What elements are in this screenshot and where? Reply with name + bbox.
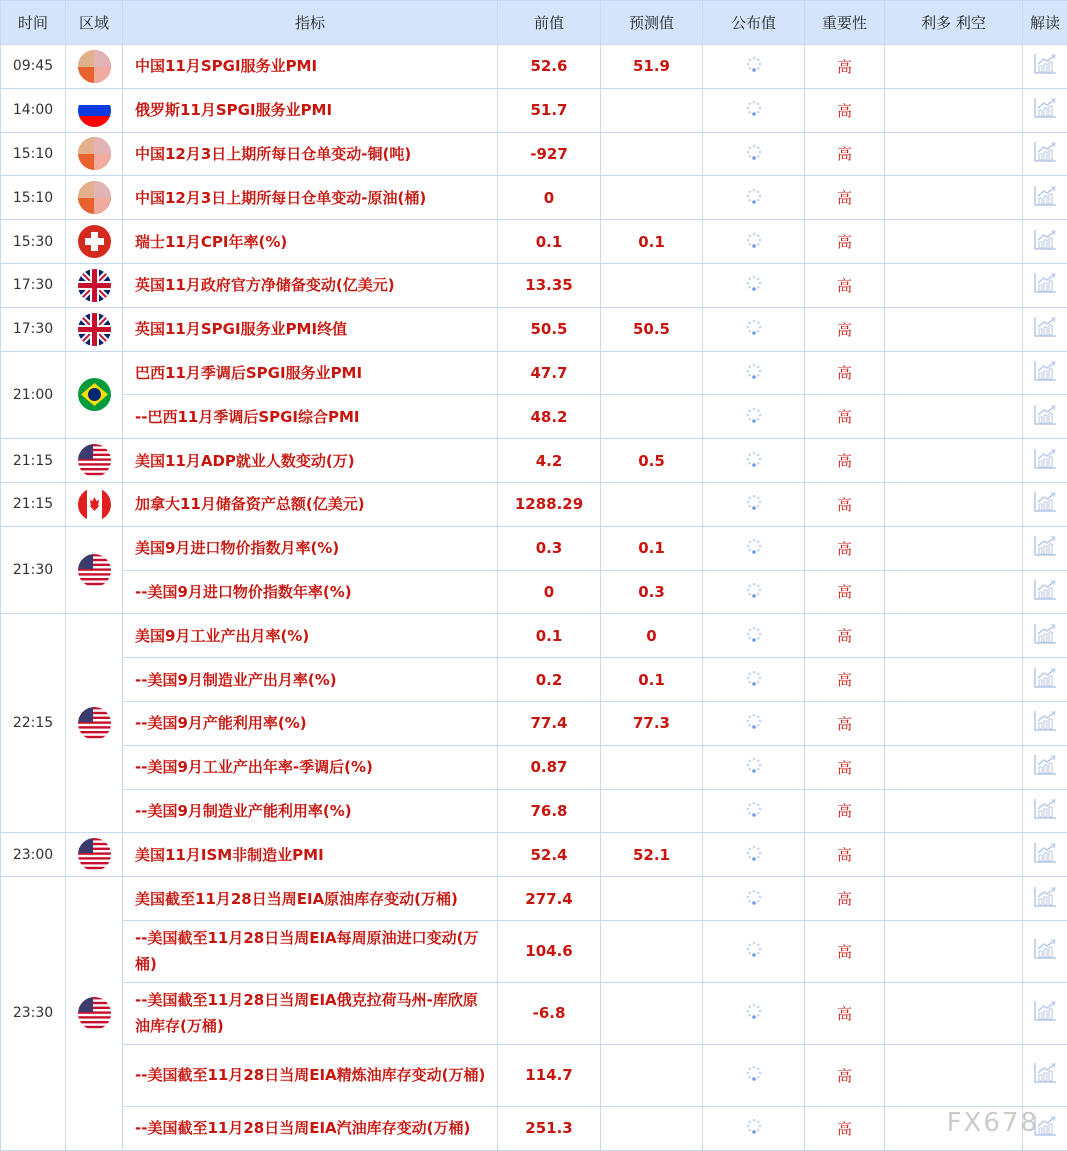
brazil-flag-icon: [78, 378, 111, 411]
previous-value: 13.35: [498, 263, 601, 307]
bullish-bearish-cell: [885, 789, 1023, 833]
indicator-link[interactable]: 瑞士11月CPI年率(%): [123, 220, 498, 264]
forecast-value: 0.1: [601, 220, 703, 264]
previous-value: -6.8: [498, 982, 601, 1044]
chart-analysis-icon[interactable]: [1033, 806, 1057, 824]
region-cell: [66, 877, 123, 1151]
forecast-value: 50.5: [601, 307, 703, 351]
switzerland-flag-icon: [78, 225, 111, 258]
column-header: 预测值: [601, 1, 703, 45]
previous-value: 114.7: [498, 1044, 601, 1106]
region-cell: [66, 307, 123, 351]
analysis-cell[interactable]: [1023, 482, 1067, 526]
bullish-bearish-cell: [885, 658, 1023, 702]
time-cell: 14:00: [1, 88, 66, 132]
chart-analysis-icon[interactable]: [1033, 324, 1057, 342]
loading-icon: [745, 1121, 763, 1139]
loading-icon: [745, 103, 763, 121]
importance: 高: [805, 220, 885, 264]
forecast-value: [601, 877, 703, 921]
table-row: [1, 789, 1067, 833]
bullish-bearish-cell: [885, 45, 1023, 89]
forecast-value: 0.1: [601, 526, 703, 570]
forecast-value: 0.5: [601, 439, 703, 483]
table-row: [1, 658, 1067, 702]
table-row: [1, 570, 1067, 614]
indicator-link[interactable]: 美国11月ADP就业人数变动(万): [123, 439, 498, 483]
loading-icon: [745, 366, 763, 384]
forecast-value: [601, 1106, 703, 1150]
region-cell: [66, 614, 123, 833]
importance: 高: [805, 1044, 885, 1106]
column-header: 利多 利空: [885, 1, 1023, 45]
forecast-value: 52.1: [601, 833, 703, 877]
previous-value: 77.4: [498, 701, 601, 745]
usa-flag-icon: [78, 444, 111, 477]
forecast-value: [601, 176, 703, 220]
forecast-value: [601, 263, 703, 307]
bullish-bearish-cell: [885, 745, 1023, 789]
previous-value: 0.1: [498, 614, 601, 658]
bullish-bearish-cell: [885, 439, 1023, 483]
previous-value: 47.7: [498, 351, 601, 395]
table-row: [1, 439, 1067, 483]
published-value: [703, 351, 805, 395]
indicator-link[interactable]: --美国截至11月28日当周EIA精炼油库存变动(万桶): [123, 1044, 498, 1106]
region-cell: [66, 526, 123, 614]
chart-analysis-icon[interactable]: [1033, 456, 1057, 474]
bullish-bearish-cell: [885, 614, 1023, 658]
region-cell: [66, 88, 123, 132]
analysis-cell[interactable]: [1023, 920, 1067, 982]
usa-flag-icon: [78, 554, 111, 587]
indicator-link[interactable]: --美国截至11月28日当周EIA每周原油进口变动(万桶): [123, 920, 498, 982]
usa-flag-icon: [78, 707, 111, 740]
loading-icon: [745, 147, 763, 165]
time-cell: 23:30: [1, 877, 66, 1151]
published-value: [703, 570, 805, 614]
bullish-bearish-cell: [885, 833, 1023, 877]
column-header: 前值: [498, 1, 601, 45]
loading-icon: [745, 191, 763, 209]
table-row: [1, 833, 1067, 877]
region-cell: [66, 132, 123, 176]
bullish-bearish-cell: [885, 88, 1023, 132]
indicator-link[interactable]: --美国截至11月28日当周EIA俄克拉荷马州-库欣原油库存(万桶): [123, 982, 498, 1044]
forecast-value: [601, 745, 703, 789]
chart-analysis-icon[interactable]: [1033, 1070, 1057, 1088]
region-cell: [66, 351, 123, 439]
importance: 高: [805, 263, 885, 307]
chart-analysis-icon[interactable]: [1033, 762, 1057, 780]
loading-icon: [745, 278, 763, 296]
analysis-cell[interactable]: [1023, 614, 1067, 658]
analysis-cell[interactable]: [1023, 263, 1067, 307]
table-row: [1, 88, 1067, 132]
importance: 高: [805, 1106, 885, 1150]
indicator-link[interactable]: --美国9月进口物价指数年率(%): [123, 570, 498, 614]
indicator-link[interactable]: 美国9月工业产出月率(%): [123, 614, 498, 658]
table-row: [1, 1106, 1067, 1150]
previous-value: 1288.29: [498, 482, 601, 526]
bullish-bearish-cell: [885, 570, 1023, 614]
chart-analysis-icon[interactable]: [1033, 718, 1057, 736]
time-cell: 15:10: [1, 176, 66, 220]
indicator-link[interactable]: 俄罗斯11月SPGI服务业PMI: [123, 88, 498, 132]
published-value: [703, 526, 805, 570]
chart-analysis-icon[interactable]: [1033, 946, 1057, 964]
published-value: [703, 877, 805, 921]
published-value: [703, 263, 805, 307]
loading-icon: [745, 892, 763, 910]
table-row: [1, 745, 1067, 789]
indicator-link[interactable]: 加拿大11月储备资产总额(亿美元): [123, 482, 498, 526]
analysis-cell[interactable]: [1023, 307, 1067, 351]
importance: 高: [805, 982, 885, 1044]
forecast-value: 51.9: [601, 45, 703, 89]
table-row: [1, 614, 1067, 658]
bullish-bearish-cell: [885, 351, 1023, 395]
importance: 高: [805, 395, 885, 439]
importance: 高: [805, 877, 885, 921]
published-value: [703, 745, 805, 789]
previous-value: 52.6: [498, 45, 601, 89]
table-row: [1, 1044, 1067, 1106]
time-cell: 21:00: [1, 351, 66, 439]
indicator-link[interactable]: --美国9月制造业产能利用率(%): [123, 789, 498, 833]
importance: 高: [805, 439, 885, 483]
table-row: [1, 701, 1067, 745]
table-row: [1, 920, 1067, 982]
region-cell: [66, 45, 123, 89]
column-header: 解读: [1023, 1, 1067, 45]
published-value: [703, 482, 805, 526]
time-cell: 15:10: [1, 132, 66, 176]
forecast-value: 0: [601, 614, 703, 658]
time-cell: 17:30: [1, 263, 66, 307]
importance: 高: [805, 833, 885, 877]
analysis-cell[interactable]: [1023, 570, 1067, 614]
importance: 高: [805, 701, 885, 745]
importance: 高: [805, 526, 885, 570]
chart-analysis-icon[interactable]: [1033, 543, 1057, 561]
bullish-bearish-cell: [885, 176, 1023, 220]
forecast-value: [601, 789, 703, 833]
previous-value: 0.3: [498, 526, 601, 570]
indicator-link[interactable]: 中国12月3日上期所每日仓单变动-铜(吨): [123, 132, 498, 176]
analysis-cell[interactable]: [1023, 789, 1067, 833]
loading-icon: [745, 760, 763, 778]
region-cell: [66, 482, 123, 526]
previous-value: 4.2: [498, 439, 601, 483]
region-cell: [66, 833, 123, 877]
loading-icon: [745, 1068, 763, 1086]
published-value: [703, 132, 805, 176]
table-row: [1, 351, 1067, 395]
previous-value: 48.2: [498, 395, 601, 439]
chart-analysis-icon[interactable]: [1033, 280, 1057, 298]
indicator-link[interactable]: 英国11月SPGI服务业PMI终值: [123, 307, 498, 351]
bullish-bearish-cell: [885, 132, 1023, 176]
analysis-cell[interactable]: [1023, 526, 1067, 570]
published-value: [703, 176, 805, 220]
forecast-value: [601, 88, 703, 132]
indicator-link[interactable]: --美国9月制造业产出月率(%): [123, 658, 498, 702]
analysis-cell[interactable]: [1023, 982, 1067, 1044]
table-row: [1, 482, 1067, 526]
bullish-bearish-cell: [885, 877, 1023, 921]
bullish-bearish-cell: [885, 482, 1023, 526]
time-cell: 09:45: [1, 45, 66, 89]
column-header: 指标: [123, 1, 498, 45]
column-header: 时间: [1, 1, 66, 45]
time-cell: 22:15: [1, 614, 66, 833]
chart-analysis-icon[interactable]: [1033, 631, 1057, 649]
table-row: [1, 395, 1067, 439]
importance: 高: [805, 482, 885, 526]
analysis-cell[interactable]: [1023, 45, 1067, 89]
published-value: [703, 789, 805, 833]
usa-flag-icon: [78, 997, 111, 1030]
published-value: [703, 1106, 805, 1150]
chart-analysis-icon[interactable]: [1033, 1008, 1057, 1026]
importance: 高: [805, 658, 885, 702]
region-cell: [66, 263, 123, 307]
published-value: [703, 439, 805, 483]
published-value: [703, 395, 805, 439]
loading-icon: [745, 541, 763, 559]
canada-flag-icon: [78, 488, 111, 521]
chart-analysis-icon[interactable]: [1033, 499, 1057, 517]
previous-value: 0: [498, 570, 601, 614]
column-header: 公布值: [703, 1, 805, 45]
chart-analysis-icon[interactable]: [1033, 850, 1057, 868]
importance: 高: [805, 45, 885, 89]
importance: 高: [805, 570, 885, 614]
previous-value: 0.1: [498, 220, 601, 264]
time-cell: 23:00: [1, 833, 66, 877]
table-header: [1, 1, 1067, 45]
indicator-link[interactable]: 美国9月进口物价指数月率(%): [123, 526, 498, 570]
forecast-value: 77.3: [601, 701, 703, 745]
table-row: [1, 176, 1067, 220]
published-value: [703, 614, 805, 658]
table-row: [1, 307, 1067, 351]
published-value: [703, 307, 805, 351]
indicator-link[interactable]: --巴西11月季调后SPGI综合PMI: [123, 395, 498, 439]
indicator-link[interactable]: 英国11月政府官方净储备变动(亿美元): [123, 263, 498, 307]
chart-analysis-icon[interactable]: [1033, 894, 1057, 912]
time-cell: 21:15: [1, 439, 66, 483]
previous-value: 251.3: [498, 1106, 601, 1150]
indicator-link[interactable]: 中国12月3日上期所每日仓单变动-原油(桶): [123, 176, 498, 220]
analysis-cell[interactable]: [1023, 395, 1067, 439]
analysis-cell[interactable]: [1023, 88, 1067, 132]
watermark: FX678: [947, 1108, 1039, 1138]
time-cell: 21:30: [1, 526, 66, 614]
published-value: [703, 45, 805, 89]
table-row: [1, 132, 1067, 176]
table-row: [1, 45, 1067, 89]
chart-analysis-icon[interactable]: [1033, 412, 1057, 430]
forecast-value: [601, 982, 703, 1044]
usa-flag-icon: [78, 838, 111, 871]
time-cell: 15:30: [1, 220, 66, 264]
bullish-bearish-cell: [885, 220, 1023, 264]
chart-analysis-icon[interactable]: [1033, 61, 1057, 79]
chart-analysis-icon[interactable]: [1033, 368, 1057, 386]
region-cell: [66, 220, 123, 264]
time-cell: 17:30: [1, 307, 66, 351]
bullish-bearish-cell: [885, 395, 1023, 439]
china-flag-icon: [78, 181, 111, 214]
bullish-bearish-cell: [885, 1044, 1023, 1106]
table-row: [1, 263, 1067, 307]
time-cell: 21:15: [1, 482, 66, 526]
table-row: [1, 877, 1067, 921]
bullish-bearish-cell: [885, 526, 1023, 570]
table-row: [1, 982, 1067, 1044]
analysis-cell[interactable]: [1023, 658, 1067, 702]
previous-value: 51.7: [498, 88, 601, 132]
importance: 高: [805, 614, 885, 658]
indicator-link[interactable]: 巴西11月季调后SPGI服务业PMI: [123, 351, 498, 395]
importance: 高: [805, 745, 885, 789]
analysis-cell[interactable]: [1023, 220, 1067, 264]
loading-icon: [745, 673, 763, 691]
published-value: [703, 1044, 805, 1106]
russia-flag-icon: [78, 94, 111, 127]
published-value: [703, 833, 805, 877]
loading-icon: [745, 59, 763, 77]
previous-value: 0: [498, 176, 601, 220]
indicator-link[interactable]: --美国9月工业产出年率-季调后(%): [123, 745, 498, 789]
previous-value: 52.4: [498, 833, 601, 877]
china-flag-icon: [78, 50, 111, 83]
previous-value: 104.6: [498, 920, 601, 982]
forecast-value: [601, 351, 703, 395]
forecast-value: [601, 482, 703, 526]
loading-icon: [745, 410, 763, 428]
previous-value: 277.4: [498, 877, 601, 921]
analysis-cell[interactable]: [1023, 176, 1067, 220]
chart-analysis-icon[interactable]: [1033, 193, 1057, 211]
analysis-cell[interactable]: [1023, 833, 1067, 877]
analysis-cell[interactable]: [1023, 132, 1067, 176]
published-value: [703, 88, 805, 132]
loading-icon: [745, 804, 763, 822]
analysis-cell[interactable]: [1023, 877, 1067, 921]
loading-icon: [745, 1006, 763, 1024]
previous-value: -927: [498, 132, 601, 176]
region-cell: [66, 439, 123, 483]
loading-icon: [745, 944, 763, 962]
loading-icon: [745, 848, 763, 866]
forecast-value: [601, 395, 703, 439]
forecast-value: [601, 1044, 703, 1106]
table-row: [1, 526, 1067, 570]
table-row: [1, 220, 1067, 264]
importance: 高: [805, 789, 885, 833]
loading-icon: [745, 629, 763, 647]
bullish-bearish-cell: [885, 920, 1023, 982]
region-cell: [66, 176, 123, 220]
bullish-bearish-cell: [885, 982, 1023, 1044]
importance: 高: [805, 132, 885, 176]
uk-flag-icon: [78, 269, 111, 302]
published-value: [703, 701, 805, 745]
chart-analysis-icon[interactable]: [1033, 105, 1057, 123]
forecast-value: [601, 920, 703, 982]
bullish-bearish-cell: [885, 307, 1023, 351]
analysis-cell[interactable]: [1023, 439, 1067, 483]
bullish-bearish-cell: [885, 263, 1023, 307]
analysis-cell[interactable]: [1023, 701, 1067, 745]
published-value: [703, 220, 805, 264]
loading-icon: [745, 235, 763, 253]
chart-analysis-icon[interactable]: [1033, 149, 1057, 167]
indicator-link[interactable]: --美国9月产能利用率(%): [123, 701, 498, 745]
bullish-bearish-cell: [885, 701, 1023, 745]
indicator-link[interactable]: 中国11月SPGI服务业PMI: [123, 45, 498, 89]
indicator-link[interactable]: 美国截至11月28日当周EIA原油库存变动(万桶): [123, 877, 498, 921]
importance: 高: [805, 88, 885, 132]
analysis-cell[interactable]: [1023, 1044, 1067, 1106]
chart-analysis-icon[interactable]: [1033, 237, 1057, 255]
published-value: [703, 920, 805, 982]
importance: 高: [805, 176, 885, 220]
previous-value: 0.87: [498, 745, 601, 789]
forecast-value: [601, 132, 703, 176]
chart-analysis-icon[interactable]: [1033, 587, 1057, 605]
china-flag-icon: [78, 137, 111, 170]
importance: 高: [805, 920, 885, 982]
forecast-value: 0.3: [601, 570, 703, 614]
analysis-cell[interactable]: [1023, 351, 1067, 395]
loading-icon: [745, 454, 763, 472]
loading-icon: [745, 585, 763, 603]
published-value: [703, 658, 805, 702]
published-value: [703, 982, 805, 1044]
importance: 高: [805, 307, 885, 351]
indicator-link[interactable]: 美国11月ISM非制造业PMI: [123, 833, 498, 877]
chart-analysis-icon[interactable]: [1033, 675, 1057, 693]
column-header: 区域: [66, 1, 123, 45]
loading-icon: [745, 497, 763, 515]
column-header: 重要性: [805, 1, 885, 45]
uk-flag-icon: [78, 313, 111, 346]
previous-value: 76.8: [498, 789, 601, 833]
importance: 高: [805, 351, 885, 395]
analysis-cell[interactable]: [1023, 745, 1067, 789]
indicator-link[interactable]: --美国截至11月28日当周EIA汽油库存变动(万桶): [123, 1106, 498, 1150]
previous-value: 50.5: [498, 307, 601, 351]
loading-icon: [745, 322, 763, 340]
forecast-value: 0.1: [601, 658, 703, 702]
previous-value: 0.2: [498, 658, 601, 702]
loading-icon: [745, 716, 763, 734]
